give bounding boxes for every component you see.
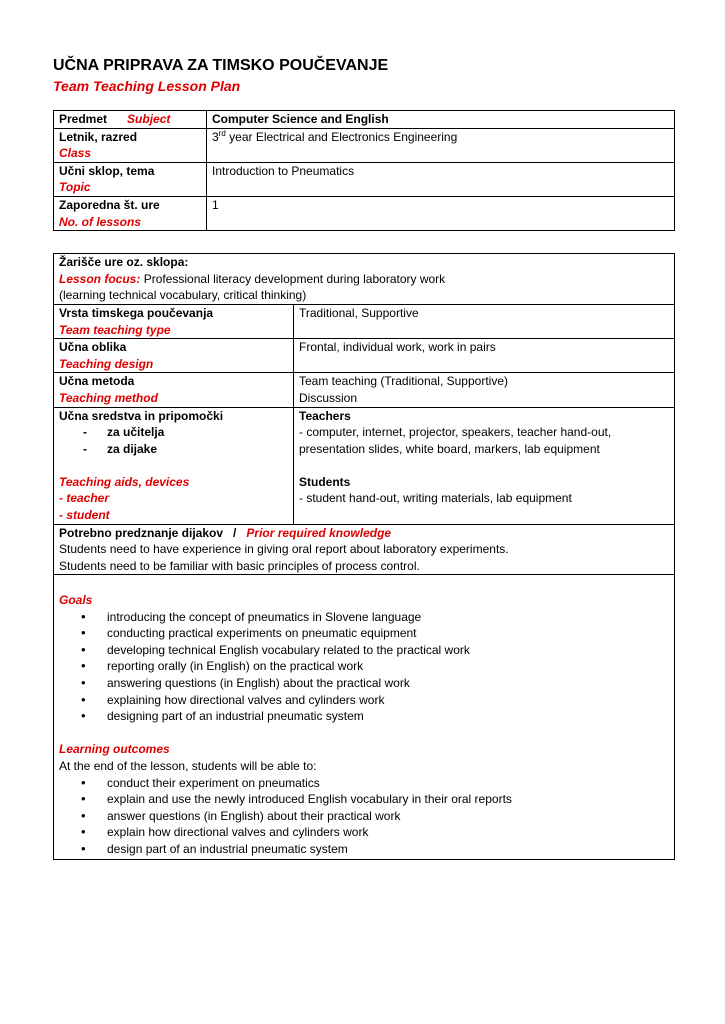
info-label-cell <box>54 128 207 162</box>
method-value-line: Discussion <box>299 390 358 405</box>
plan-table <box>53 253 675 859</box>
design-label: Učna oblika <box>59 340 127 355</box>
class-label: Letnik, razred <box>59 129 138 144</box>
list-item: • answering questions (in English) about the practical work <box>107 675 669 692</box>
table-row <box>54 304 675 338</box>
class-label-en: Class <box>59 146 92 161</box>
topic-label-en: Topic <box>59 180 91 195</box>
table-row <box>54 111 675 129</box>
subject-label: Predmet <box>59 112 108 126</box>
plan-label-cell <box>54 304 294 338</box>
goals-heading: Goals <box>59 593 93 608</box>
info-label-cell <box>54 162 207 196</box>
design-value: Frontal, individual work, work in pairs <box>294 339 675 373</box>
list-item: • developing technical English vocabulary related to the practical work <box>107 642 669 659</box>
list-item: • explaining how directional valves and cylinders work <box>107 692 669 709</box>
focus-label: Žarišče ure oz. sklopa: <box>59 255 189 270</box>
lessons-label: Zaporedna št. ure <box>59 197 160 212</box>
outcomes-intro: At the end of the lesson, students will be able to: <box>59 758 317 773</box>
prior-line: Students need to have experience in giving oral report about laboratory experiments. <box>59 542 509 557</box>
aids-value <box>294 407 675 524</box>
lessons-value: 1 <box>207 196 675 230</box>
prior-label: Potrebno predznanje dijakov <box>59 525 224 540</box>
plan-label-cell <box>54 407 294 524</box>
class-program: year Electrical and Electronics Engineering <box>225 129 458 144</box>
method-value-line: Team teaching (Traditional, Supportive) <box>299 374 508 389</box>
info-table <box>53 110 675 231</box>
list-item: • explain how directional valves and cylinders work <box>107 824 669 841</box>
table-row <box>54 373 675 407</box>
list-item: • conduct their experiment on pneumatics <box>107 775 669 792</box>
focus-cell <box>54 254 675 305</box>
prior-line: Students need to be familiar with basic principles of process control. <box>59 558 420 573</box>
aids-teacher-item: - za učitelja <box>83 425 165 440</box>
teachers-aids-line: presentation slides, white board, markers, lab equipment <box>299 441 600 456</box>
table-row <box>54 128 675 162</box>
aids-label: Učna sredstva in pripomočki <box>59 408 224 423</box>
table-row <box>54 162 675 196</box>
outcomes-heading: Learning outcomes <box>59 742 170 757</box>
prior-separator: / <box>233 525 237 540</box>
teachers-heading: Teachers <box>299 408 351 423</box>
aids-student-item: - za dijake <box>83 441 158 456</box>
info-label-cell <box>54 196 207 230</box>
page-subtitle: Team Teaching Lesson Plan <box>53 78 241 94</box>
lessons-label-en: No. of lessons <box>59 214 142 229</box>
subject-value: Computer Science and English <box>207 111 675 129</box>
table-row <box>54 196 675 230</box>
aids-student-label-en: - student <box>59 508 110 523</box>
aids-student-label: za dijake <box>107 441 158 456</box>
focus-label-en: Lesson focus: <box>59 271 141 286</box>
list-item: • reporting orally (in English) on the practical work <box>107 658 669 675</box>
list-item: • designing part of an industrial pneumatic system <box>107 708 669 725</box>
class-year: 3 <box>212 129 219 144</box>
plan-label-cell <box>54 373 294 407</box>
subject-label-en: Subject <box>127 112 171 126</box>
list-item: • conducting practical experiments on pneumatic equipment <box>107 625 669 642</box>
class-year-suffix: rd <box>218 128 226 138</box>
table-row <box>54 339 675 373</box>
document-page <box>53 50 675 860</box>
students-aids-line: - student hand-out, writing materials, lab equipment <box>299 491 572 506</box>
page-title: UČNA PRIPRAVA ZA TIMSKO POUČEVANJE <box>53 57 389 74</box>
aids-label-en: Teaching aids, devices <box>59 474 190 489</box>
plan-label-cell <box>54 339 294 373</box>
class-value <box>207 128 675 162</box>
list-item: • design part of an industrial pneumatic system <box>107 841 669 858</box>
students-heading: Students <box>299 474 351 489</box>
type-label: Vrsta timskega poučevanja <box>59 305 214 320</box>
goals-outcomes-cell <box>54 575 675 859</box>
goals-list <box>59 609 669 725</box>
focus-value-detail: (learning technical vocabulary, critical thinking) <box>59 288 307 303</box>
design-label-en: Teaching design <box>59 356 154 371</box>
aids-teacher-label: za učitelja <box>107 425 165 440</box>
outcomes-list <box>59 775 669 858</box>
focus-value: Professional literacy development during laboratory work <box>140 271 446 286</box>
info-label-cell <box>54 111 207 129</box>
method-label-en: Teaching method <box>59 390 158 405</box>
method-value <box>294 373 675 407</box>
teachers-aids-line: - computer, internet, projector, speakers, teacher hand-out, <box>299 425 612 440</box>
prior-label-en: Prior required knowledge <box>246 525 392 540</box>
list-item: • answer questions (in English) about their practical work <box>107 808 669 825</box>
prior-knowledge-cell <box>54 524 675 575</box>
topic-value: Introduction to Pneumatics <box>207 162 675 196</box>
table-row <box>54 524 675 575</box>
table-row <box>54 575 675 859</box>
type-label-en: Team teaching type <box>59 322 171 337</box>
table-row <box>54 254 675 305</box>
list-item: • introducing the concept of pneumatics in Slovene language <box>107 609 669 626</box>
aids-teacher-label-en: - teacher <box>59 491 110 506</box>
table-row <box>54 407 675 524</box>
topic-label: Učni sklop, tema <box>59 163 155 178</box>
type-value: Traditional, Supportive <box>294 304 675 338</box>
list-item: • explain and use the newly introduced English vocabulary in their oral reports <box>107 791 669 808</box>
method-label: Učna metoda <box>59 374 135 389</box>
